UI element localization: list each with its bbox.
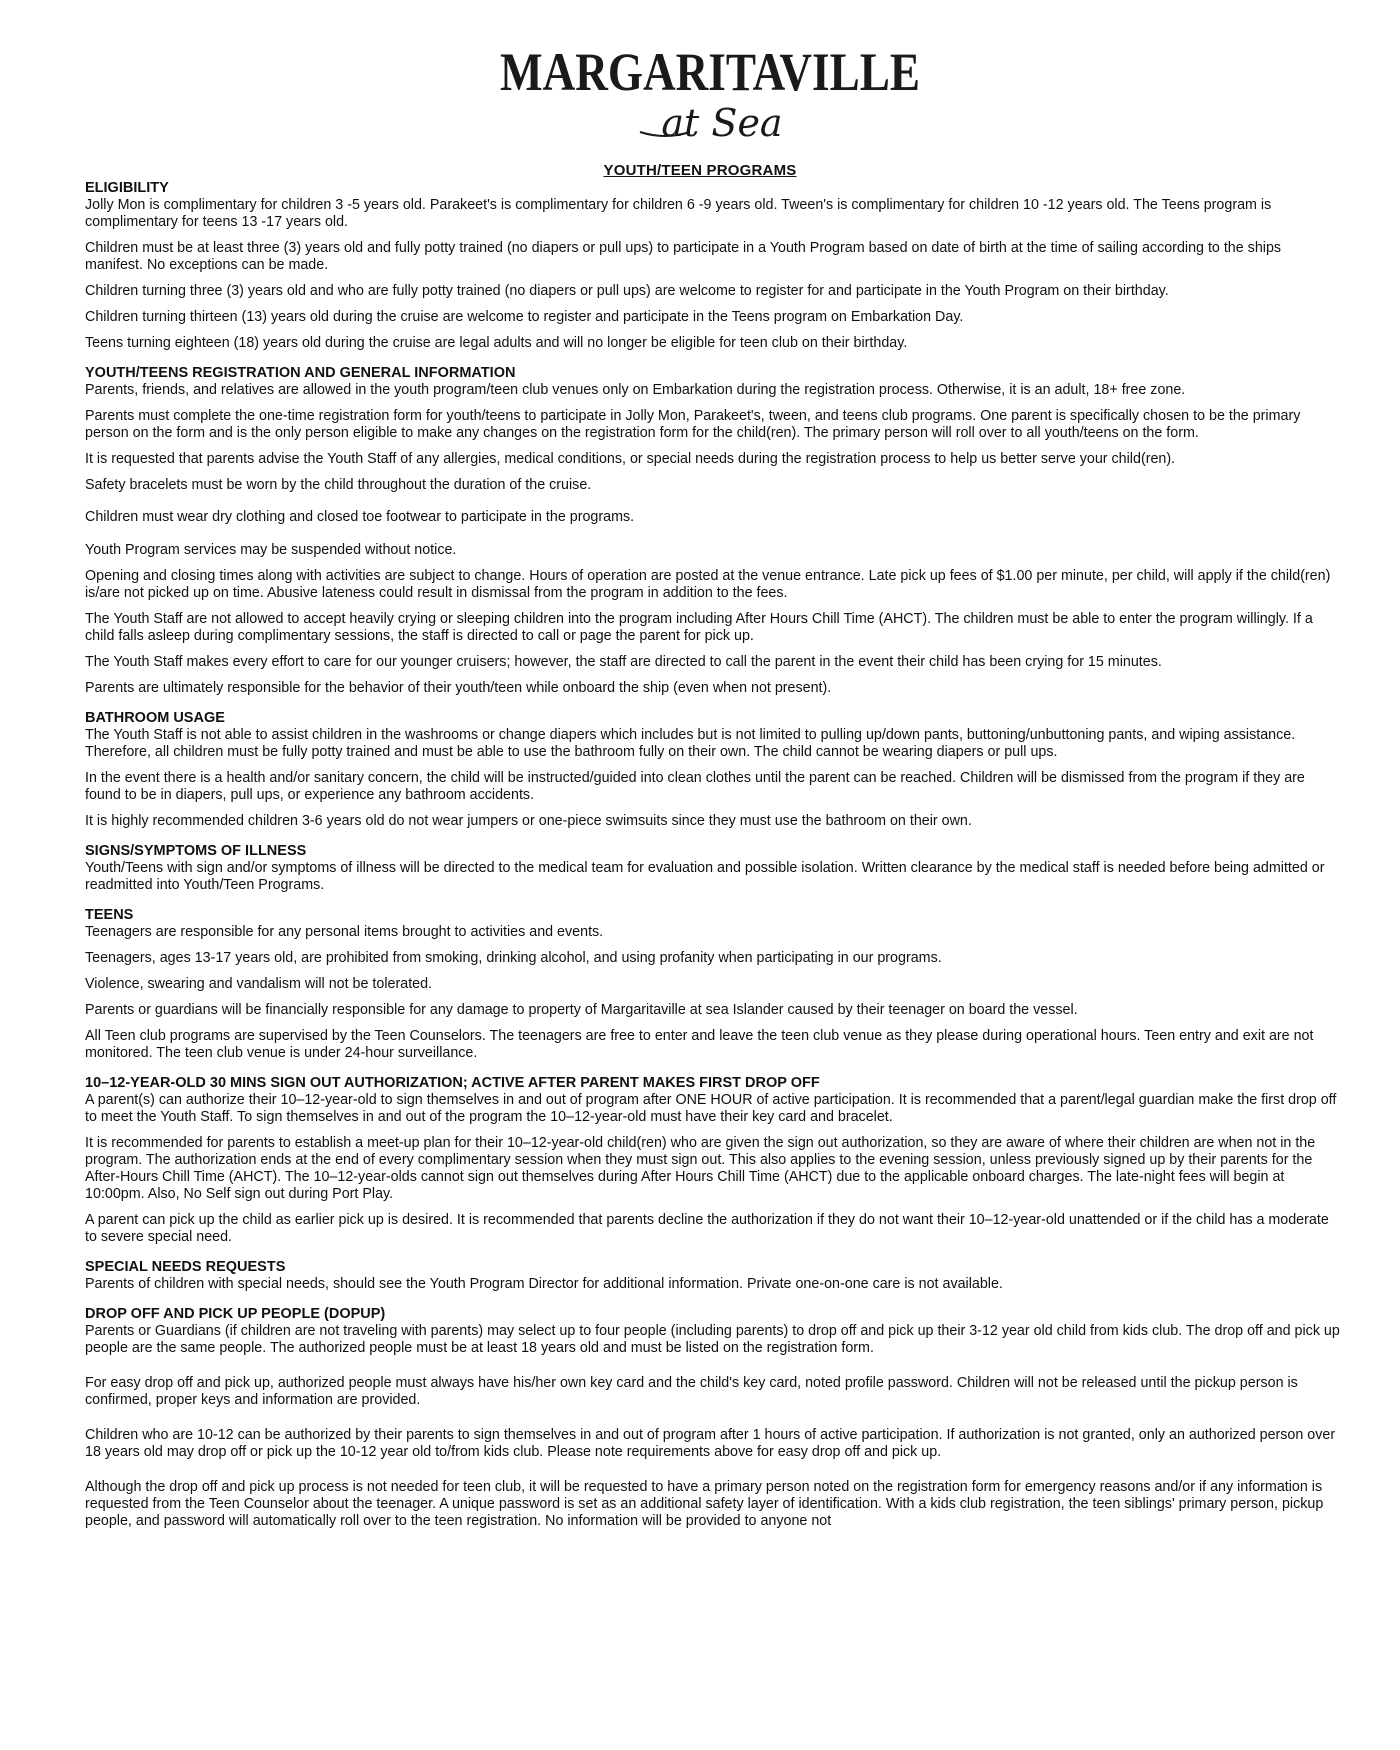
paragraph: Violence, swearing and vandalism will not be tolerated. [85, 976, 433, 992]
section-heading: 10–12-YEAR-OLD 30 MINS SIGN OUT AUTHORIZATION; ACTIVE AFTER PARENT MAKES FIRST DROP OFF [85, 1075, 820, 1091]
paragraph: All Teen club programs are supervised by the Teen Counselors. The teenagers are free to enter and leave the teen club venue as they please during operational hours. Teen entry and exit are not monitored. The teen club venue is under 24-hour surveillance. [85, 1028, 1314, 1061]
section-special-needs [85, 1259, 1343, 1293]
paragraph: Youth/Teens with sign and/or symptoms of illness will be directed to the medical team for evaluation and possible isolation. Written clearance by the medical staff is needed before being admitted or readmitted into Youth/Teen Programs. [85, 860, 1325, 893]
section-teens [85, 907, 1343, 1062]
paragraph: Teenagers, ages 13-17 years old, are prohibited from smoking, drinking alcohol, and using profanity when participating in our programs. [85, 950, 942, 966]
section-registration [85, 365, 1343, 697]
paragraph: Children must wear dry clothing and closed toe footwear to participate in the programs. [85, 509, 635, 525]
paragraph: It is requested that parents advise the Youth Staff of any allergies, medical conditions, or special needs during the registration process to help us better serve your child(ren). [85, 451, 1176, 467]
paragraph: Jolly Mon is complimentary for children 3 -5 years old. Parakeet's is complimentary for children 6 -9 years old. Tween's is complimentary for children 10 -12 years old. The Teens program is complimentary for teens 13 -17 years old. [85, 197, 1272, 230]
section-heading: SPECIAL NEEDS REQUESTS [85, 1259, 286, 1275]
paragraph: The Youth Staff are not allowed to accept heavily crying or sleeping children into the program including After Hours Chill Time (AHCT). The children must be able to enter the program willingly. If a child falls asleep during complimentary sessions, the staff is directed to call or page the parent for pick up. [85, 611, 1313, 644]
paragraph: Safety bracelets must be worn by the child throughout the duration of the cruise. [85, 477, 592, 493]
section-dopup [85, 1306, 1343, 1530]
document-title: YOUTH/TEEN PROGRAMS [603, 162, 797, 179]
paragraph: Opening and closing times along with activities are subject to change. Hours of operation are posted at the venue entrance. Late pick up fees of $1.00 per minute, per child, will apply if the child(ren) is/are not picked up on time. Abusive lateness could result in dismissal from the program in addition to the fees. [85, 568, 1331, 601]
paragraph: Youth Program services may be suspended without notice. [85, 542, 457, 558]
paragraph: It is highly recommended children 3-6 years old do not wear jumpers or one-piece swimsuits since they must use the bathroom on their own. [85, 813, 972, 829]
paragraph: The Youth Staff is not able to assist children in the washrooms or change diapers which includes but is not limited to pulling up/down pants, buttoning/unbuttoning pants, and wiping assistance. Therefore, all children must be fully potty trained and must be able to use the bathroom fully on their own. The child cannot be wearing diapers or pull ups. [85, 727, 1296, 760]
section-eligibility [85, 180, 1343, 352]
paragraph: It is recommended for parents to establish a meet-up plan for their 10–12-year-old child(ren) who are given the sign out authorization, so they are aware of where their children are when not in the program. The authorization ends at the end of every complimentary session when they must sign out. This also applies to the evening session, unless previously signed up by their parents for the After-Hours Chill Time (AHCT). The 10–12-year-olds cannot sign out themselves during After Hours Chill Time (AHCT) due to the applicable onboard charges. The late-night fees will begin at 10:00pm. Also, No Self sign out during Port Play. [85, 1135, 1316, 1202]
section-sign-out-authorization [85, 1075, 1343, 1246]
paragraph: Parents or guardians will be financially responsible for any damage to property of Margaritaville at sea Islander caused by their teenager on board the vessel. [85, 1002, 1078, 1018]
paragraph: For easy drop off and pick up, authorized people must always have his/her own key card and the child's key card, noted profile password. Children will not be released until the pickup person is confirmed, proper keys and information are provided. [85, 1375, 1298, 1408]
section-heading: ELIGIBILITY [85, 180, 169, 196]
section-heading: TEENS [85, 907, 134, 923]
paragraph: The Youth Staff makes every effort to care for our younger cruisers; however, the staff are directed to call the parent in the event their child has been crying for 15 minutes. [85, 654, 1162, 670]
paragraph: Parents, friends, and relatives are allowed in the youth program/teen club venues only on Embarkation during the registration process. Otherwise, it is an adult, 18+ free zone. [85, 382, 1186, 398]
paragraph: Children turning three (3) years old and who are fully potty trained (no diapers or pull ups) are welcome to register for and participate in the Youth Program on their birthday. [85, 283, 1169, 299]
section-illness [85, 843, 1343, 894]
paragraph: In the event there is a health and/or sanitary concern, the child will be instructed/guided into clean clothes until the parent can be reached. Children will be dismissed from the program if they are found to be in diapers, pull ups, or experience any bathroom accidents. [85, 770, 1305, 803]
paragraph: Parents are ultimately responsible for the behavior of their youth/teen while onboard the ship (even when not present). [85, 680, 832, 696]
paragraph: Parents must complete the one-time registration form for youth/teens to participate in Jolly Mon, Parakeet's, tween, and teens club programs. One parent is specifically chosen to be the primary person on the form and is the only person eligible to make any changes on the registration form for the child(ren). The primary person will roll over to all youth/teens on the form. [85, 408, 1301, 441]
logo-wordmark: MARGARITAVILLE [500, 42, 920, 102]
paragraph: Parents or Guardians (if children are not traveling with parents) may select up to four people (including parents) to drop off and pick up their 3-12 year old child from kids club. The drop off and pick up people are the same people. The authorized people must be at least 18 years old and must be listed on the registration form. [85, 1323, 1340, 1356]
paragraph: Teenagers are responsible for any personal items brought to activities and events. [85, 924, 604, 940]
paragraph: Children who are 10-12 can be authorized by their parents to sign themselves in and out of program after 1 hours of active participation. If authorization is not granted, only an authorized person over 18 years old may drop off or pick up the 10-12 year old to/from kids club. Please note requirements above for easy drop off and pick up. [85, 1427, 1336, 1460]
section-heading: YOUTH/TEENS REGISTRATION AND GENERAL INFORMATION [85, 365, 516, 381]
section-bathroom-usage [85, 710, 1343, 830]
section-heading: DROP OFF AND PICK UP PEOPLE (DOPUP) [85, 1306, 386, 1322]
paragraph: Teens turning eighteen (18) years old during the cruise are legal adults and will no longer be eligible for teen club on their birthday. [85, 335, 908, 351]
section-heading: BATHROOM USAGE [85, 710, 225, 726]
margaritaville-logo [490, 28, 930, 148]
document-body [85, 180, 1343, 1543]
section-heading: SIGNS/SYMPTOMS OF ILLNESS [85, 843, 307, 859]
paragraph: Children turning thirteen (13) years old during the cruise are welcome to register and participate in the Teens program on Embarkation Day. [85, 309, 964, 325]
paragraph: A parent can pick up the child as earlier pick up is desired. It is recommended that parents decline the authorization if they do not want their 10–12-year-old unattended or if the child has a moderate to severe special need. [85, 1212, 1329, 1245]
paragraph: Parents of children with special needs, should see the Youth Program Director for additional information. Private one-on-one care is not available. [85, 1276, 1003, 1292]
logo-subtext: at Sea [661, 101, 783, 145]
paragraph: Although the drop off and pick up process is not needed for teen club, it will be requested to have a primary person noted on the registration form for emergency reasons and/or if any information is requested from the Teen Counselor about the teenager. A unique password is set as an additional safety layer of identification. With a kids club registration, the teen siblings' primary person, pickup people, and password will automatically roll over to the teen registration. No information will be provided to anyone not [85, 1479, 1324, 1529]
paragraph: A parent(s) can authorize their 10–12-year-old to sign themselves in and out of program after ONE HOUR of active participation. It is recommended that a parent/legal guardian make the first drop off to meet the Youth Staff. To sign themselves in and out of the program the 10–12-year-old must have their key card and bracelet. [85, 1092, 1337, 1125]
paragraph: Children must be at least three (3) years old and fully potty trained (no diapers or pull ups) to participate in a Youth Program based on date of birth at the time of sailing according to the ships manifest. No exceptions can be made. [85, 240, 1282, 273]
